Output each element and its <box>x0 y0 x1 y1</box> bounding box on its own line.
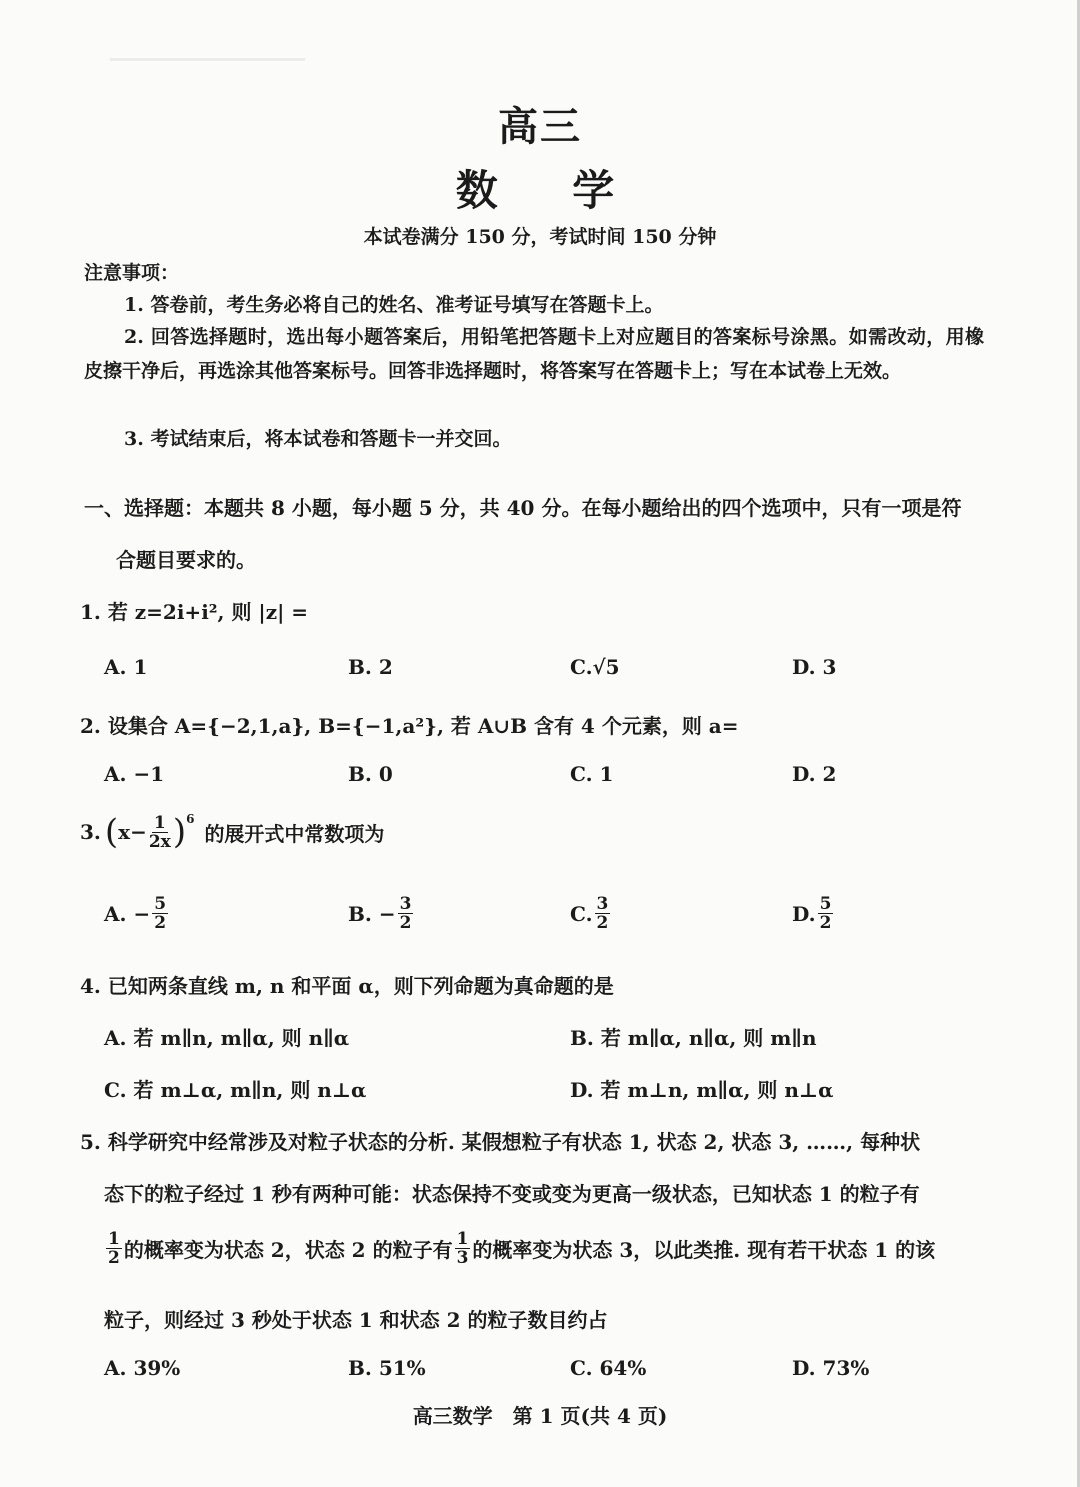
question-5-line3 <box>104 1230 935 1267</box>
q3-a-den: 2 <box>154 913 167 933</box>
q5-f2-num: 1 <box>456 1229 469 1249</box>
q3-option-b <box>348 895 415 932</box>
q4-option-c: C. 若 m⊥α, m∥n, 则 n⊥α <box>104 1078 367 1102</box>
q5-line3-a: 的概率变为状态 2，状态 2 的粒子有 <box>123 1238 453 1262</box>
q3-x: x− <box>118 820 147 844</box>
q3-a-pre: A. − <box>104 901 151 926</box>
question-5-line4: 粒子，则经过 3 秒处于状态 1 和状态 2 的粒子数目约占 <box>104 1308 608 1332</box>
q3-d-frac <box>818 895 834 932</box>
q4-option-d: D. 若 m⊥n, m∥α, 则 n⊥α <box>570 1078 834 1102</box>
question-5-line1: 5. 科学研究中经常涉及对粒子状态的分析. 某假想粒子有状态 1, 状态 2, 状态 3, ……, 每种状 <box>80 1130 921 1154</box>
q3-d-num: 5 <box>819 894 832 914</box>
q3-c-num: 3 <box>596 894 609 914</box>
note-item-1: 1. 答卷前，考生务必将自己的姓名、准考证号填写在答题卡上。 <box>124 294 664 316</box>
q1-option-c-value: √5 <box>592 655 620 679</box>
q3-left-paren: ( <box>104 812 119 852</box>
q5-line3-b: 的概率变为状态 3，以此类推. 现有若干状态 1 的该 <box>472 1238 936 1262</box>
faint-mark <box>110 58 305 61</box>
q2-option-b: B. 0 <box>348 762 393 786</box>
q5-option-b: B. 51% <box>348 1356 426 1380</box>
q3-d-den: 2 <box>819 913 832 933</box>
q1-option-c-prefix: C. <box>570 655 593 679</box>
q4-option-b: B. 若 m∥α, n∥α, 则 m∥n <box>570 1026 817 1050</box>
q3-b-num: 3 <box>399 894 412 914</box>
q5-f1-den: 2 <box>108 1248 120 1268</box>
note-item-2: 2. 回答选择题时，选出每小题答案后，用铅笔把答题卡上对应题目的答案标号涂黑。如需改动，用橡皮擦干净后，再选涂其他答案标号。回答非选择题时，将答案写在答题卡上；写在本试卷上无效。 <box>84 326 984 382</box>
section-heading: 一、选择题：本题共 8 小题，每小题 5 分，共 40 分。在每小题给出的四个选项中，只有一项是符 <box>84 496 962 520</box>
q3-tail: 的展开式中常数项为 <box>204 821 385 846</box>
q3-a-num: 5 <box>154 894 167 914</box>
q3-frac-den: 2x <box>148 831 171 852</box>
q5-f1-num: 1 <box>108 1229 120 1249</box>
q3-frac-num: 1 <box>153 812 166 833</box>
q3-b-pre: B. − <box>348 901 396 926</box>
q5-fraction-1 <box>106 1230 122 1267</box>
q3-number: 3. <box>80 820 101 844</box>
grade-title: 高三 <box>498 103 582 150</box>
q1-option-a: A. 1 <box>104 655 148 679</box>
q5-option-d: D. 73% <box>792 1356 870 1380</box>
q1-option-b: B. 2 <box>348 655 393 679</box>
section-heading-cont: 合题目要求的。 <box>116 548 256 572</box>
q3-d-pre: D. <box>792 901 816 926</box>
q3-option-d <box>792 895 835 932</box>
q3-b-den: 2 <box>399 913 412 933</box>
q5-option-a: A. 39% <box>104 1356 181 1380</box>
q3-right-paren: ) <box>172 812 187 852</box>
question-4-stem: 4. 已知两条直线 m, n 和平面 α，则下列命题为真命题的是 <box>80 974 614 998</box>
q3-option-c <box>570 895 612 932</box>
question-5-line2: 态下的粒子经过 1 秒有两种可能：状态保持不变或变为更高一级状态，已知状态 1 的粒子有 <box>104 1182 920 1206</box>
q4-option-a: A. 若 m∥n, m∥α, 则 n∥α <box>104 1026 350 1050</box>
exam-meta: 本试卷满分 150 分，考试时间 150 分钟 <box>363 226 717 248</box>
q3-c-pre: C. <box>570 901 593 926</box>
q1-option-c <box>570 655 620 679</box>
q3-exponent: 6 <box>186 812 195 826</box>
q2-option-d: D. 2 <box>792 762 837 786</box>
question-2-stem: 2. 设集合 A={−2,1,a}, B={−1,a²}, 若 A∪B 含有 4 个元素，则 a= <box>80 714 739 738</box>
q3-option-a <box>104 895 170 932</box>
q3-c-frac <box>595 895 611 932</box>
question-3-stem <box>80 812 384 852</box>
q3-b-frac <box>398 895 414 932</box>
q5-f2-den: 3 <box>456 1248 469 1268</box>
q5-option-c: C. 64% <box>570 1356 647 1380</box>
note-item-3: 3. 考试结束后，将本试卷和答题卡一并交回。 <box>124 428 512 450</box>
question-1-stem: 1. 若 z=2i+i², 则 |z| = <box>80 600 309 624</box>
q2-option-a: A. −1 <box>104 762 165 786</box>
q3-c-den: 2 <box>596 913 609 933</box>
q2-option-c: C. 1 <box>570 762 614 786</box>
q5-fraction-2 <box>455 1230 471 1267</box>
subject-title: 数 学 <box>455 166 645 215</box>
q3-a-frac <box>152 895 168 932</box>
q3-fraction <box>149 814 171 851</box>
notes-title: 注意事项： <box>84 262 180 284</box>
page-footer: 高三数学 第 1 页(共 4 页) <box>412 1404 668 1428</box>
q1-option-d: D. 3 <box>792 655 837 679</box>
